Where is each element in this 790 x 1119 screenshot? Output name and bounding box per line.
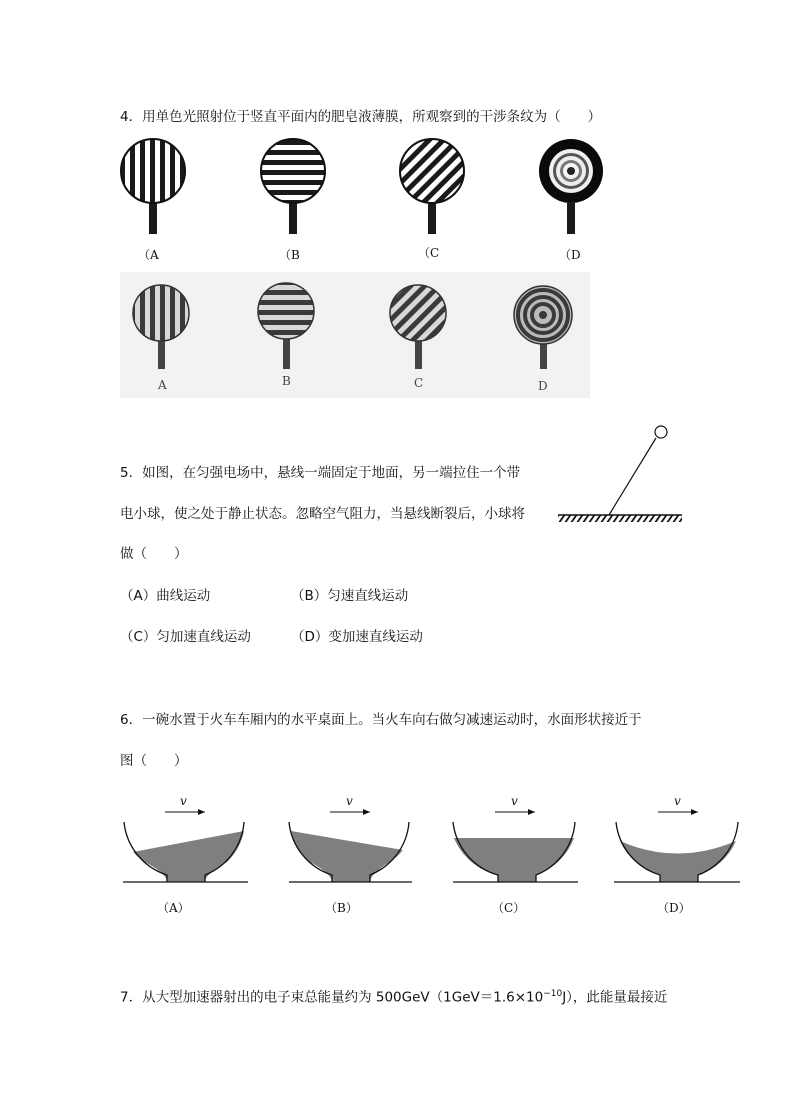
photo-label-a: A bbox=[158, 378, 167, 392]
q5-figure bbox=[558, 426, 682, 522]
q5-option-a: （A）曲线运动 bbox=[120, 588, 211, 604]
photo-background bbox=[120, 272, 590, 398]
q6-question-line2: 图（ ） bbox=[120, 753, 188, 769]
bowl-d bbox=[614, 812, 740, 882]
q7-question bbox=[120, 985, 667, 1007]
charged-ball bbox=[655, 426, 667, 438]
fringe-c-diagonal bbox=[400, 139, 464, 234]
photo-label-d: D bbox=[538, 379, 548, 393]
fringe-b-horizontal bbox=[261, 139, 325, 234]
photo-label-c: C bbox=[414, 376, 424, 390]
velocity-label-a: v bbox=[180, 794, 187, 808]
bowl-label-a: （A） bbox=[157, 901, 190, 915]
q5-option-b: （B）匀速直线运动 bbox=[291, 588, 409, 604]
q5-option-c: （C）匀加速直线运动 bbox=[120, 629, 251, 645]
q5-question-line1: 5．如图，在匀强电场中，悬线一端固定于地面，另一端拉住一个带 bbox=[120, 465, 521, 481]
bowl-label-b: （B） bbox=[325, 901, 358, 915]
velocity-label-d: v bbox=[674, 794, 681, 808]
q7-text-start: 7．从大型加速器射出的电子束总能量约为 500GeV（1GeV＝1.6×10 bbox=[120, 989, 544, 1006]
bowl-b bbox=[289, 812, 412, 882]
q4-label-d: （D bbox=[559, 248, 581, 262]
q5-question-line3: 做（ ） bbox=[120, 546, 188, 562]
q5-question-line2: 电小球，使之处于静止状态。忽略空气阻力，当悬线断裂后，小球将 bbox=[120, 506, 525, 522]
bowl-label-c: （C） bbox=[492, 901, 526, 915]
q4-question: 4．用单色光照射位于竖直平面内的肥皂液薄膜，所观察到的干涉条纹为（ ） bbox=[120, 109, 602, 125]
bowl-c bbox=[453, 812, 578, 882]
velocity-label-c: v bbox=[511, 794, 518, 808]
suspension-string bbox=[609, 438, 656, 515]
q4-label-c: （C bbox=[418, 246, 440, 260]
q6-question-line1: 6．一碗水置于火车车厢内的水平桌面上。当火车向右做匀减速运动时，水面形状接近于 bbox=[120, 712, 642, 728]
q7-text-end: J），此能量最接近 bbox=[562, 989, 668, 1006]
bowl-label-d: （D） bbox=[657, 901, 691, 915]
bowl-a bbox=[123, 812, 248, 882]
q4-label-a: （A bbox=[138, 248, 159, 262]
fringe-d-rings bbox=[539, 139, 603, 234]
q4-label-b: （B bbox=[279, 248, 300, 262]
q7-exponent: −10 bbox=[543, 989, 563, 999]
q5-option-d: （D）变加速直线运动 bbox=[291, 629, 423, 645]
photo-label-b: B bbox=[282, 374, 291, 388]
velocity-label-b: v bbox=[346, 794, 353, 808]
fringe-a-vertical bbox=[121, 139, 185, 234]
